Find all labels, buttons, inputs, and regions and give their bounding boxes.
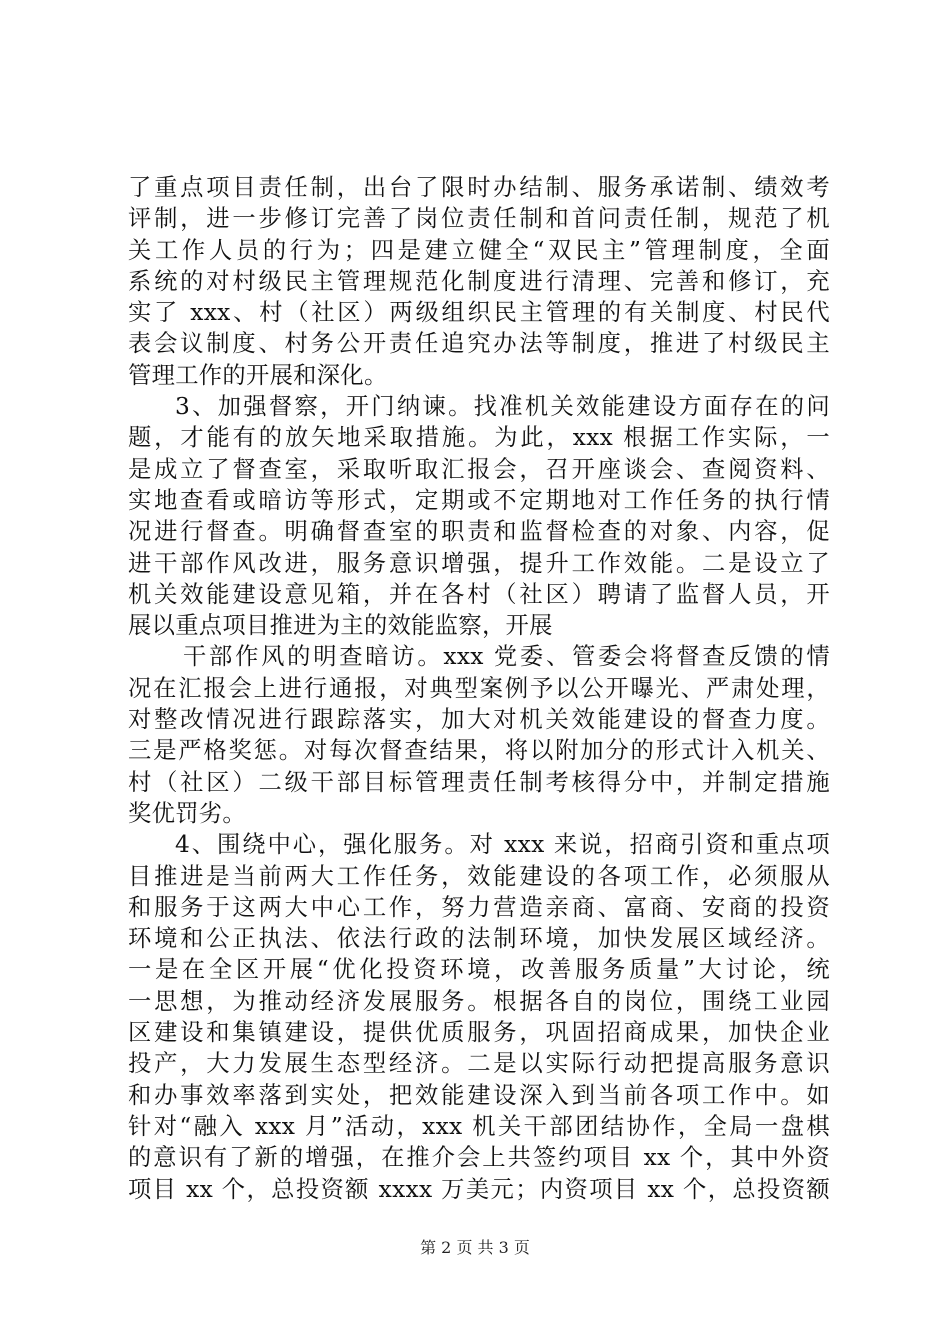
text-line: 展以重点项目推进为主的效能监察，开展 [128,612,553,640]
paragraph-start-line: 4、围绕中心，强化服务。对 xxx 来说，招商引资和重点项 [175,831,830,859]
text-line: 系统的对村级民主管理规范化制度进行清理、完善和修订，充 [128,267,830,295]
text-line: 对整改情况进行跟踪落实，加大对机关效能建设的督查力度。 [128,706,830,734]
text-line: 针对“融入 xxx 月”活动，xxx 机关干部团结协作，全局一盘棋 [128,1112,830,1140]
text-line: 进干部作风改进，服务意识增强，提升工作效能。二是设立了 [128,549,830,577]
text-line: 是成立了督查室，采取听取汇报会，召开座谈会、查阅资料、 [128,455,830,483]
text-line: 表会议制度、村务公开责任追究办法等制度，推进了村级民主 [128,330,830,358]
text-line: 关工作人员的行为；四是建立健全“双民主”管理制度，全面 [128,236,830,264]
text-line: 实地查看或暗访等形式，定期或不定期地对工作任务的执行情 [128,486,830,514]
text-line: 况在汇报会上进行通报，对典型案例予以公开曝光、严肃处理， [128,674,830,702]
text-line: 一是在全区开展“优化投资环境，改善服务质量”大讨论，统 [128,956,830,984]
text-line: 区建设和集镇建设，提供优质服务，巩固招商成果，加快企业 [128,1019,830,1047]
paragraph-start-line: 干部作风的明查暗访。xxx 党委、管委会将督查反馈的情 [183,643,830,671]
text-line: 和办事效率落到实处，把效能建设深入到当前各项工作中。如 [128,1081,830,1109]
text-line: 和服务于这两大中心工作，努力营造亲商、富商、安商的投资 [128,893,830,921]
text-line: 环境和公正执法、依法行政的法制环境，加快发展区域经济。 [128,925,830,953]
text-line: 管理工作的开展和深化。 [128,361,388,389]
text-line: 评制，进一步修订完善了岗位责任制和首问责任制，规范了机 [128,205,830,233]
text-line: 一思想，为推动经济发展服务。根据各自的岗位，围绕工业园 [128,987,830,1015]
text-line: 奖优罚劣。 [128,799,246,827]
text-line: 机关效能建设意见箱，并在各村（社区）聘请了监督人员，开 [128,580,830,608]
text-line: 了重点项目责任制，出台了限时办结制、服务承诺制、绩效考 [128,174,830,201]
paragraph-start-line: 3、加强督察，开门纳谏。找准机关效能建设方面存在的问 [175,393,830,421]
text-line: 三是严格奖惩。对每次督查结果，将以附加分的形式计入机关、 [128,737,830,765]
text-line: 况进行督查。明确督查室的职责和监督检查的对象、内容，促 [128,518,830,546]
text-line: 项目 xx 个，总投资额 xxxx 万美元；内资项目 xx 个，总投资额 [128,1175,830,1203]
text-line: 的意识有了新的增强，在推介会上共签约项目 xx 个，其中外资 [128,1144,830,1172]
text-line: 目推进是当前两大工作任务，效能建设的各项工作，必须服从 [128,862,830,890]
text-line: 村（社区）二级干部目标管理责任制考核得分中，并制定措施 [128,768,830,796]
page-number-footer: 第 2 页 共 3 页 [420,1238,530,1257]
text-line: 实了 xxx、村（社区）两级组织民主管理的有关制度、村民代 [128,299,830,327]
text-line: 投产，大力发展生态型经济。二是以实际行动把提高服务意识 [128,1050,830,1078]
text-line: 题，才能有的放矢地采取措施。为此，xxx 根据工作实际，一 [128,424,830,452]
body-text [128,172,830,1205]
